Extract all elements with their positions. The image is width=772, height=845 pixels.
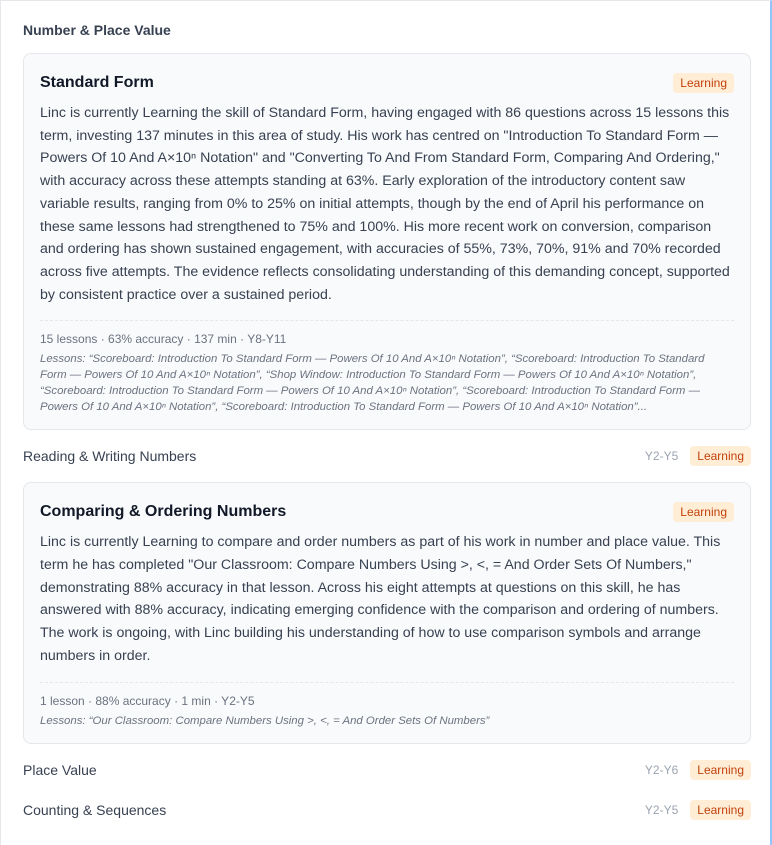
skill-card-comparing-ordering-numbers[interactable] xyxy=(23,482,751,743)
year-range: Y2-Y5 xyxy=(644,449,679,464)
section-title: Number & Place Value xyxy=(23,22,171,38)
skill-row-counting-sequences[interactable] xyxy=(23,790,751,830)
skill-row-label: Reading & Writing Numbers xyxy=(23,448,197,465)
lessons-list: Lessons: “Scoreboard: Introduction To Standard Form — Powers Of 10 And A×10ⁿ Notation”, “Scoreboard: Introduction To Standard Form — Powers Of 10 And A×10ⁿ Notation”, “Shop Window: Introduction To Standard Form — Powers Of 10 And A×10ⁿ Notation”, “Scoreboard: Introduction To Standard Form — Powers Of 10 And A×10ⁿ Notation”, “Scoreboard: Introduction To Standard Form — Powers Of 10 And A×10ⁿ Notation”, “Scoreboard: Introduction To Standard Form — Powers Of 10 And A×10ⁿ Notation”... xyxy=(40,353,705,414)
status-badge: Learning xyxy=(673,73,734,93)
status-badge: Learning xyxy=(690,446,751,466)
year-range: Y2-Y6 xyxy=(644,762,679,777)
skill-row-place-value[interactable] xyxy=(23,750,751,790)
divider xyxy=(40,320,734,321)
skill-row-label: Counting & Sequences xyxy=(23,801,167,818)
skill-summary: Linc is currently Learning to compare and order numbers as part of his work in number and place value. This term he has completed "Our Classroom: Compare Numbers Using >, <, = And Order Sets Of Numbers," demonstrating 88% accuracy in that lesson. Across his eight attempts at questions on this skill, he has answered with 88% accuracy, indicating emerging confidence with the comparison and ordering of numbers. The work is ongoing, with Linc building his understanding of how to use comparison symbols and arrange numbers in order. xyxy=(40,534,721,664)
year-range: Y2-Y5 xyxy=(644,802,679,817)
skill-title: Comparing & Ordering Numbers xyxy=(40,503,287,521)
report-content xyxy=(23,1,751,830)
lessons-list: Lessons: “Our Classroom: Compare Numbers Using >, <, = And Order Sets Of Numbers” xyxy=(40,714,490,727)
skill-row-label: Place Value xyxy=(23,761,97,778)
divider xyxy=(40,682,734,683)
skill-meta: 1 lesson · 88% accuracy · 1 min · Y2-Y5 xyxy=(40,693,255,708)
status-badge: Learning xyxy=(690,760,751,780)
skill-summary: Linc is currently Learning the skill of Standard Form, having engaged with 86 questions across 15 lessons this term, investing 137 minutes in this area of study. His work has centred on "Introduction To Standard Form — Powers Of 10 And A×10ⁿ Notation" and "Converting To And From Standard Form, Comparing And Ordering," with accuracy across these attempts standing at 63%. Early exploration of the introductory content saw variable results, ranging from 0% to 25% on initial attempts, though by the end of April his performance on these same lessons had strengthened to 75% and 100%. His more recent work on conversion, comparison and ordering has shown sustained engagement, with accuracies of 55%, 73%, 70%, 91% and 70% recorded across five attempts. The evidence reflects consolidating understanding of this demanding concept, supported by consistent practice over a sustained period. xyxy=(40,105,730,303)
status-badge: Learning xyxy=(690,800,751,820)
status-badge: Learning xyxy=(673,502,734,522)
skill-row-reading-writing-numbers[interactable] xyxy=(23,436,751,476)
skill-card-standard-form[interactable] xyxy=(23,53,751,430)
skill-meta: 15 lessons · 63% accuracy · 137 min · Y8-Y11 xyxy=(40,332,287,347)
skill-title: Standard Form xyxy=(40,74,154,91)
